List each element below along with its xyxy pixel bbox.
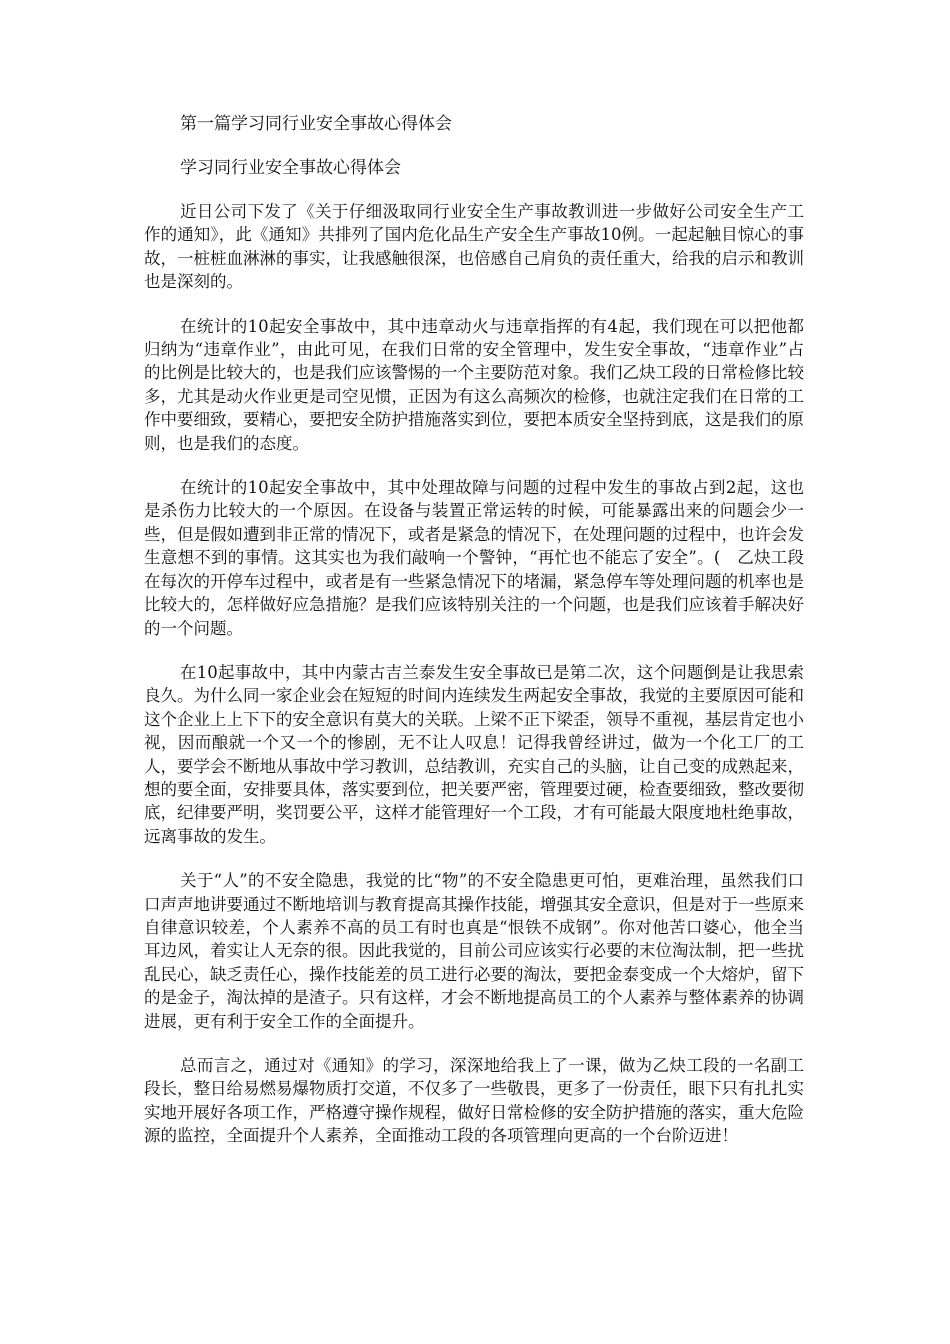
document-title: 第一篇学习同行业安全事故心得体会 xyxy=(180,114,452,134)
paragraph-4: 在10起事故中，其中内蒙古吉兰泰发生安全事故已是第二次，这个问题倒是让我思索良久。为什么同一家企业会在短短的时间内连续发生两起安全事故，我觉的主要原因可能和这个企业上上下下的安全意识有莫大的关联。上梁不正下梁歪，领导不重视，基层肯定也小视，因而酿就一个又一个的惨剧，无不让人叹息！记得我曾经讲过，做为一个化工厂的工人，要学会不断地从事故中学习教训，总结教训，充实自己的头脑，让自己变的成熟起来，想的要全面，安排要具体，落实要到位，把关要严密，管理要过硬，检查要细致，整改要彻底，纪律要严明，奖罚要公平，这样才能管理好一个工段，才有可能最大限度地杜绝事故，远离事故的发生。 xyxy=(144,662,804,846)
paragraph-2: 在统计的10起安全事故中，其中违章动火与违章指挥的有4起，我们现在可以把他都归纳为“违章作业”，由此可见，在我们日常的安全管理中，发生安全事故，“违章作业”占的比例是比较大的，也是我们应该警惕的一个主要防范对象。我们乙炔工段的日常检修比较多，尤其是动火作业更是司空见惯，正因为有这么高频次的检修，也就注定我们在日常的工作中要细致，要精心，要把安全防护措施落实到位，要把本质安全坚持到底，这是我们的原则，也是我们的态度。 xyxy=(144,316,804,453)
document-subtitle: 学习同行业安全事故心得体会 xyxy=(180,158,401,178)
paragraph-5: 关于“人”的不安全隐患，我觉的比“物”的不安全隐患更可怕，更难治理，虽然我们口口声声地讲要通过不断地培训与教育提高其操作技能，增强其安全意识，但是对于一些原来自律意识较差，个人素养不高的员工有时也真是“恨铁不成钢”。你对他苦口婆心，他全当耳边风，着实让人无奈的很。因此我觉的，目前公司应该实行必要的末位淘汰制，把一些扰乱民心，缺乏责任心，操作技能差的员工进行必要的淘汰，要把金泰变成一个大熔炉，留下的是金子，淘汰掉的是渣子。只有这样，才会不断地提高员工的个人素养与整体素养的协调进展，更有利于安全工作的全面提升。 xyxy=(144,871,804,1031)
paragraph-3: 在统计的10起安全事故中，其中处理故障与问题的过程中发生的事故占到2起，这也是杀伤力比较大的一个原因。在设备与装置正常运转的时候，可能暴露出来的问题会少一些，但是假如遭到非正常的情况下，或者是紧急的情况下，在处理问题的过程中，也许会发生意想不到的事情。这其实也为我们敲响一个警钟，“再忙也不能忘了安全”。( 乙炔工段在每次的开停车过程中，或者是有一些紧急情况下的堵漏，紧急停车等处理问题的机率也是比较大的，怎样做好应急措施？是我们应该特别关注的一个问题，也是我们应该着手解决好的一个问题。 xyxy=(144,478,804,638)
paragraph-6: 总而言之，通过对《通知》的学习，深深地给我上了一课，做为乙炔工段的一名副工段长，整日给易燃易爆物质打交道，不仅多了一些敬畏，更多了一份责任，眼下只有扎扎实实地开展好各项工作，严格遵守操作规程，做好日常检修的安全防护措施的落实，重大危险源的监控，全面提升个人素养，全面推动工段的各项管理向更高的一个台阶迈进！ xyxy=(144,1056,804,1146)
document-body xyxy=(144,112,804,1169)
paragraph-1: 近日公司下发了《关于仔细汲取同行业安全生产事故教训进一步做好公司安全生产工作的通知》，此《通知》共排列了国内危化品生产安全生产事故10例。一起起触目惊心的事故，一桩桩血淋淋的事实，让我感触很深，也倍感自己肩负的责任重大，给我的启示和教训也是深刻的。 xyxy=(144,202,804,292)
